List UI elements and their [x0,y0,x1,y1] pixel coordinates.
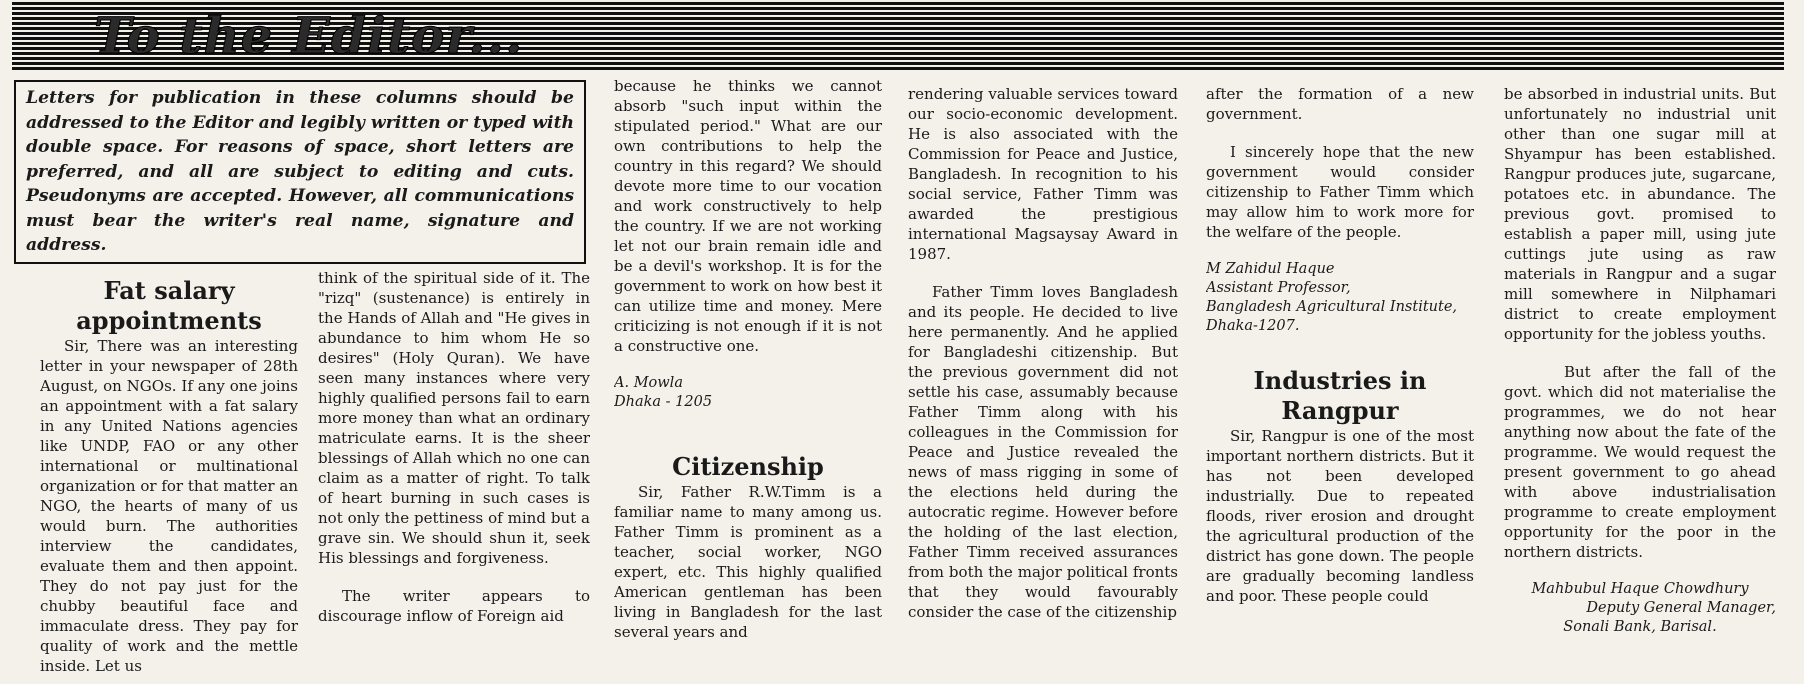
letter-body: The writer appears to discourage inflow of Foreign aid [318,587,590,625]
masthead-banner [12,2,1784,70]
signature-name: Mahbubul Haque Chowdhury [1531,581,1749,597]
editorial-notice-box: Letters for publication in these columns should be addressed to the Editor and legibly written or typed with double space. For reasons of space, short letters are preferred, and all are subject to editing and cuts. Pseudonyms are accepted. However, all communications must bear the writer's real name, signature and address. [14,80,586,264]
letter-body: Sir, Father R.W.Timm is a familiar name to many among us. Father Timm is prominent as a teacher, social worker, NGO expert, etc. This highly qualified American gentleman has been living in Bangladesh for the last several years and [614,483,882,641]
letter-body: after the formation of a new government. [1206,85,1474,123]
letter-heading-rangpur: Industries in Rangpur [1253,366,1427,425]
letter-body: Sir, Rangpur is one of the most important northern districts. But it has not been developed industrially. Due to repeated floods, river erosion and drought the agricultural production of the district has gone down. The people are gradually becoming landless and poor. These people could [1206,427,1474,605]
letter-body: be absorbed in industrial units. But unfortunately no industrial unit other than one sugar mill at Shyampur has been established. Rangpur produces jute, sugarcane, potatoes etc. in abundance. The previous govt. promised to establish a paper mill, using jute cuttings jute using as raw materials in Rangpur and a sugar mill somewhere in Nilphamari district to create employment opportunity for the jobless youths. [1504,85,1776,343]
signature-title: Assistant Professor, [1206,280,1351,296]
letter-body: But after the fall of the govt. which did not materialise the programmes, we do not hear anything now about the fate of the programme. We would request the present government to go ahead with above industrialisation programme to create employment opportunity for the poor in the northern districts. [1504,363,1776,561]
letter-heading-fat-salary: Fat salary appointments [76,276,262,335]
signature-org: Sonali Bank, Barisal. [1563,619,1717,635]
masthead-title: To the Editor... [94,6,524,65]
letter-body: I sincerely hope that the new government would consider citizenship to Father Timm which may allow him to work more for the welfare of the people. [1206,143,1474,241]
letter-body: rendering valuable services toward our socio-economic development. He is also associated with the Commission for Peace and Justice, Bangladesh. In recognition to his social service, Father Timm was awarded the prestigious international Magsaysay Award in 1987. [908,85,1178,263]
letter-body: Sir, There was an interesting letter in your newspaper of 28th August, on NGOs. If any one joins an appointment with a fat salary in any United Nations agencies like UNDP, FAO or any other international or multinational organization or for that matter an NGO, the hearts of many of us would burn. The authorities interview the candidates, evaluate them and then appoint. They do not pay just for the chubby beautiful face and immaculate dress. They pay for quality of work and the mettle inside. Let us [40,337,298,675]
signature-title: Deputy General Manager, [1586,600,1776,616]
column-3 [614,76,882,680]
signature-place: Dhaka - 1205 [614,394,713,410]
column-2 [318,268,590,680]
column-5 [1206,84,1474,680]
letter-body: because he thinks we cannot absorb "such input within the stipulated period." What are our own contributions to help the country in this regard? We should devote more time to our vocation and work constructively to help the country. If we are not working let not our brain remain idle and be a devil's workshop. It is for the government to work on how best it can utilize time and money. Mere criticizing is not enough if it is not a constructive one. [614,77,882,355]
letter-heading-citizenship: Citizenship [672,452,824,481]
signature-name: A. Mowla [614,375,683,391]
column-4 [908,84,1178,680]
letter-body: Father Timm loves Bangladesh and its people. He decided to live here permanently. And he applied for Bangladeshi citizenship. But the previous government did not settle his case, assumably because Father Timm along with his colleagues in the Commission for Peace and Justice revealed the news of mass rigging in some of the elections held during the autocratic regime. However before the holding of the last election, Father Timm received assurances from both the major political fronts that they would favourably consider the case of the citizenship [908,283,1178,621]
letter-body: think of the spiritual side of it. The "rizq" (sustenance) is entirely in the Hands of Allah and "He gives in abundance to him whom He so desires" (Holy Quran). We have seen many instances where very highly qualified persons fail to earn more money than what an ordinary matriculate earns. It is the sheer blessings of Allah which no one can claim as a matter of right. To talk of heart burning in such cases is not only the pettiness of mind but a grave sin. We should shun it, seek His blessings and forgiveness. [318,269,590,567]
column-6 [1504,84,1776,680]
signature-name: M Zahidul Haque [1206,261,1335,277]
signature-org: Bangladesh Agricultural Institute, Dhaka-1207. [1206,299,1458,334]
column-1 [40,276,298,680]
